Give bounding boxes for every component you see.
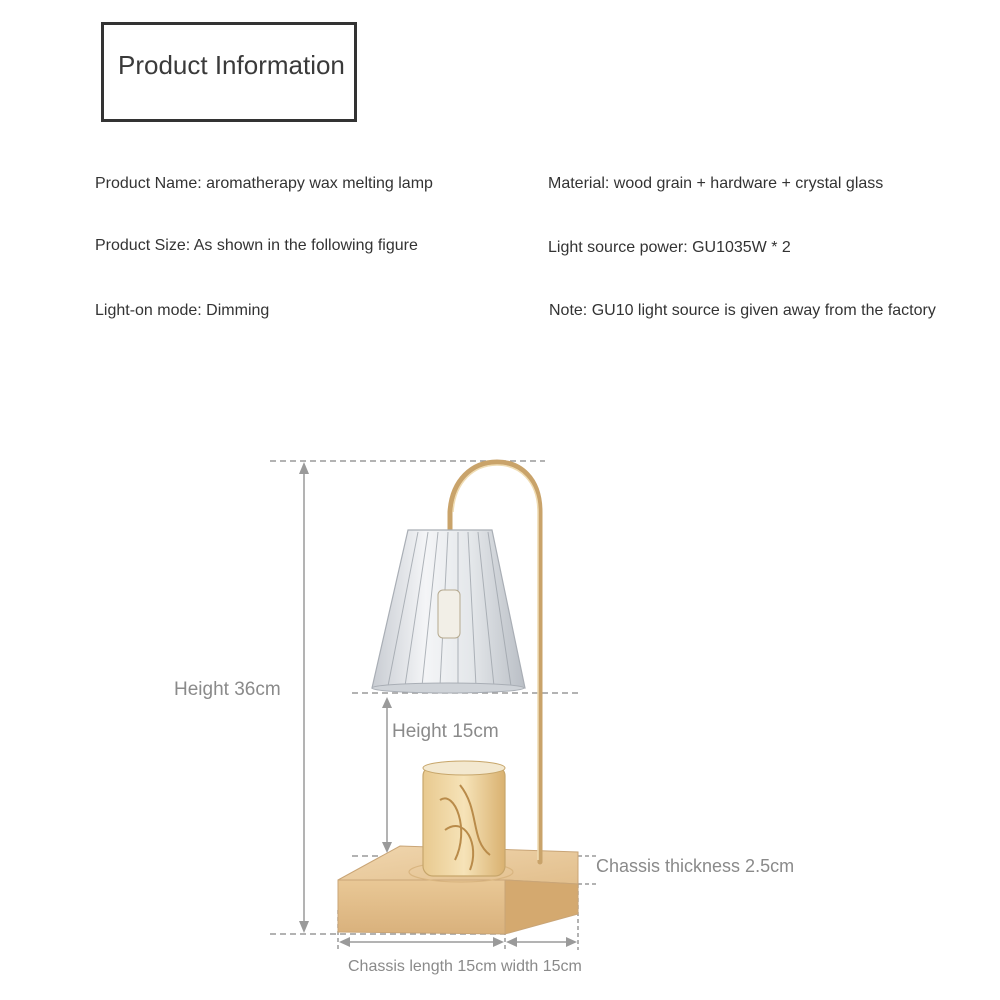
- arrow-right-icon: [566, 937, 577, 947]
- spec-light-power: Light source power: GU1035W * 2: [548, 239, 791, 256]
- chassis-size-label: Chassis length 15cm width 15cm: [348, 958, 582, 975]
- total-height-label: Height 36cm: [174, 679, 281, 700]
- spec-product-size: Product Size: As shown in the following figure: [95, 237, 418, 254]
- lamp-height-label: Height 15cm: [392, 721, 499, 742]
- arrow-up-icon: [299, 462, 309, 474]
- page-title: Product Information: [118, 50, 345, 80]
- bulb: [438, 590, 460, 638]
- candle-jar: [423, 761, 505, 876]
- arrow-right-icon: [493, 937, 504, 947]
- spec-note: Note: GU10 light source is given away from the factory: [549, 302, 936, 319]
- lamp-shade: [372, 530, 525, 693]
- arrow-left-icon: [506, 937, 517, 947]
- spec-material: Material: wood grain + hardware + crystal glass: [548, 175, 884, 192]
- arrow-up-icon: [382, 697, 392, 708]
- arrow-down-icon: [299, 921, 309, 933]
- spec-light-mode: Light-on mode: Dimming: [95, 302, 270, 319]
- spec-product-name: Product Name: aromatherapy wax melting lamp: [95, 175, 433, 192]
- chassis-thickness-label: Chassis thickness 2.5cm: [596, 856, 795, 876]
- arrow-left-icon: [339, 937, 350, 947]
